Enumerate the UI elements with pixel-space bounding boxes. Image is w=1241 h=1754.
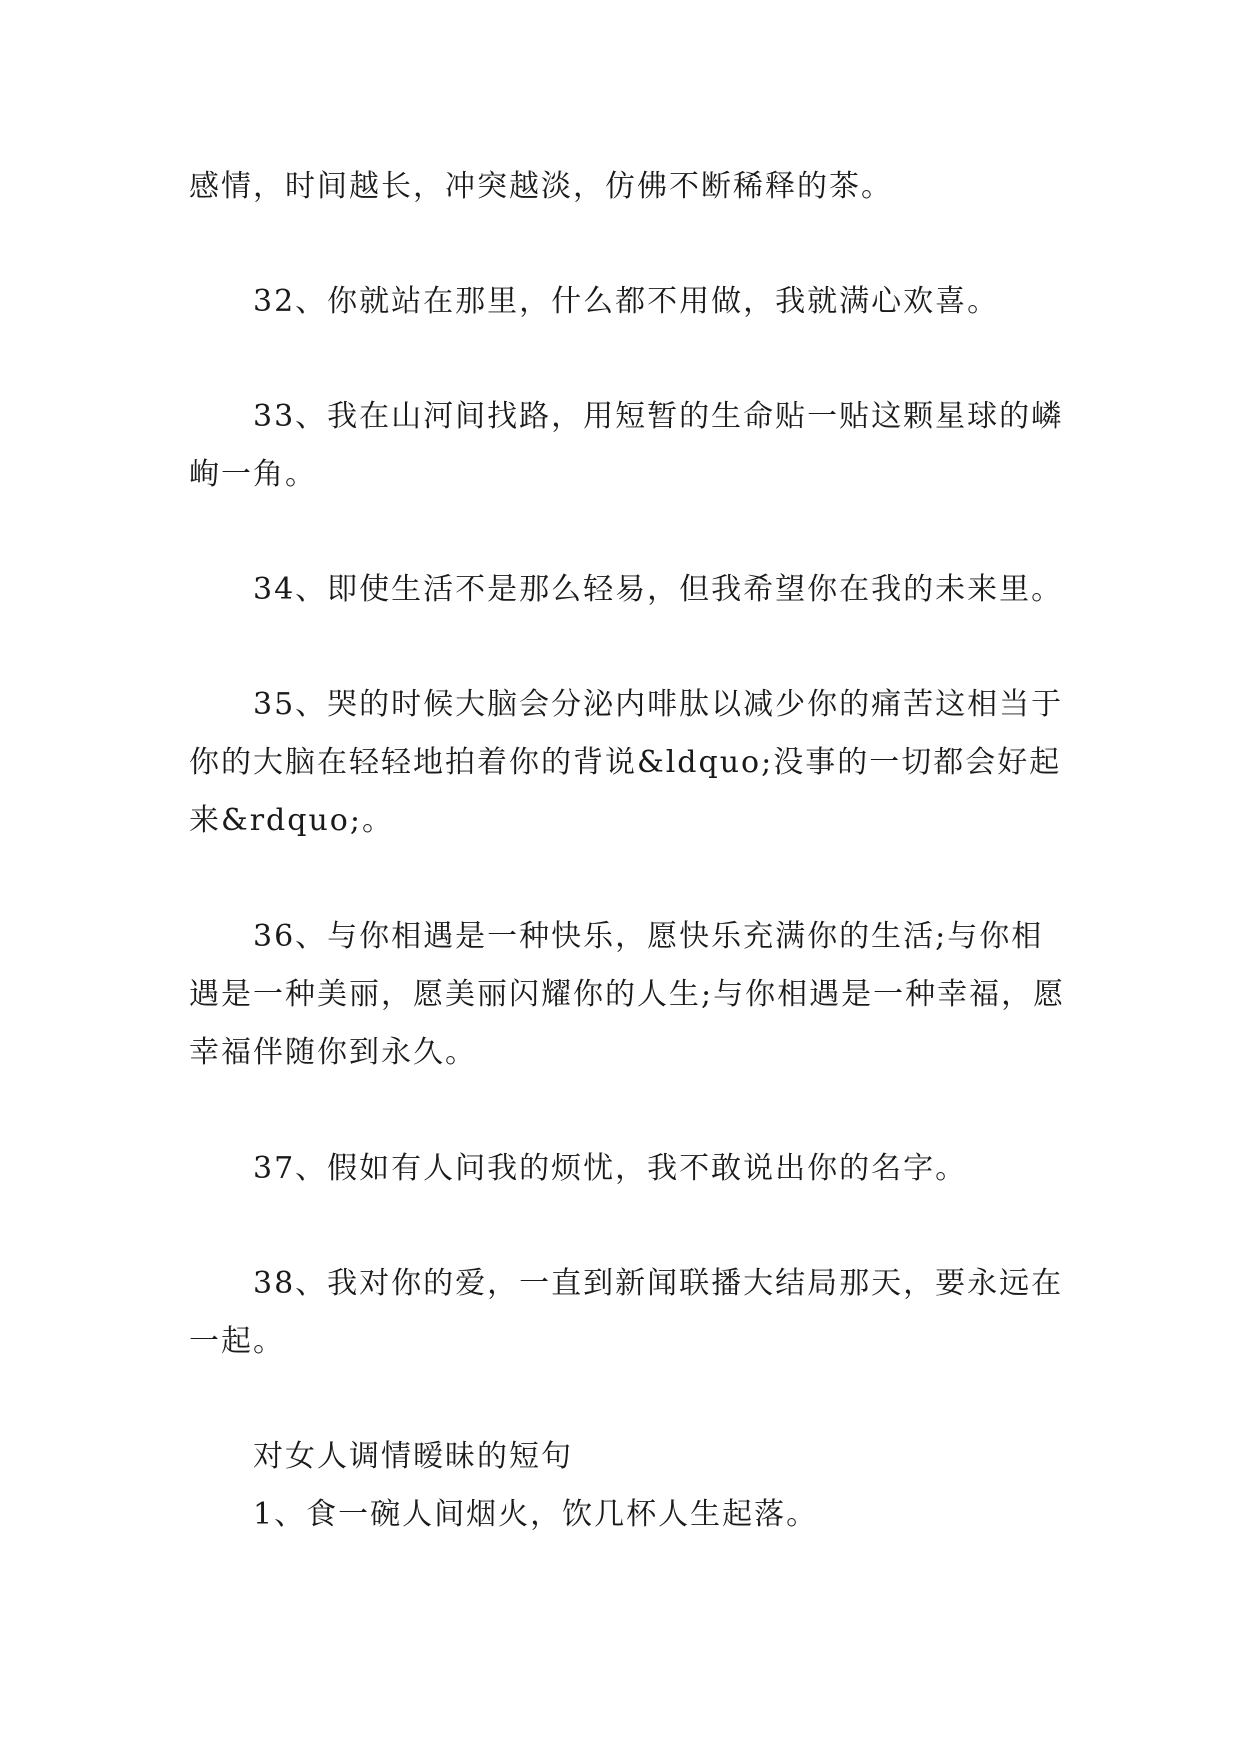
paragraph-item-38: 38、我对你的爱，一直到新闻联播大结局那天，要永远在一起。 xyxy=(189,1266,1064,1359)
section-item-1: 1、食一碗人间烟火，饮几杯人生起落。 xyxy=(253,1497,819,1532)
paragraph-item-33: 33、我在山河间找路，用短暂的生命贴一贴这颗星球的嶙峋一角。 xyxy=(189,399,1064,492)
paragraph-item-35: 35、哭的时候大脑会分泌内啡肽以减少你的痛苦这相当于你的大脑在轻轻地拍着你的背说&ldquo;没事的一切都会好起来&rdquo;。 xyxy=(189,687,1064,838)
section-heading: 对女人调情暧昧的短句 xyxy=(253,1439,573,1474)
paragraph-item-32: 32、你就站在那里，什么都不用做，我就满心欢喜。 xyxy=(253,284,1000,319)
paragraph-item-36: 36、与你相遇是一种快乐，愿快乐充满你的生活;与你相遇是一种美丽，愿美丽闪耀你的人生;与你相遇是一种幸福，愿幸福伴随你到永久。 xyxy=(189,919,1066,1070)
paragraph-continuation: 感情，时间越长，冲突越淡，仿佛不断稀释的茶。 xyxy=(189,169,893,204)
paragraph-item-37: 37、假如有人问我的烦忧，我不敢说出你的名字。 xyxy=(253,1151,968,1186)
paragraph-item-34: 34、即使生活不是那么轻易，但我希望你在我的未来里。 xyxy=(253,572,1064,607)
